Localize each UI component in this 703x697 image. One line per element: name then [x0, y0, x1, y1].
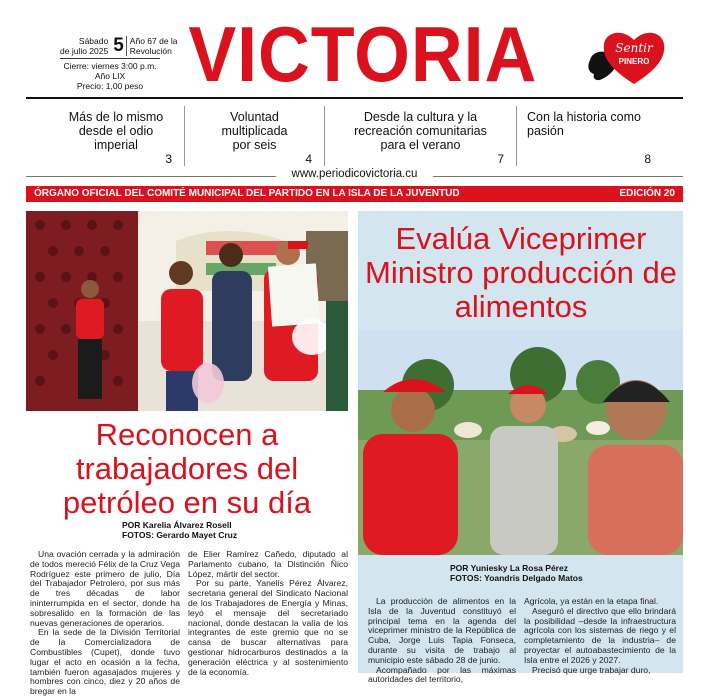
index-item[interactable]: [324, 106, 516, 166]
paragraph: Precisó que urge trabajar duro,: [532, 664, 651, 675]
index-item[interactable]: [184, 106, 324, 166]
banner-organ: ÓRGANO OFICIAL DEL COMITÉ MUNICIPAL DEL PARTIDO EN LA ISLA DE LA JUVENTUD: [34, 188, 460, 199]
left-story-author: POR Karelia Álvarez Rosell: [122, 520, 232, 530]
paragraph: Aseguró el directivo que ello brindará la posibilidad –desde la infraestructura agrícola con los sistemas de riego y el completamiento de la industria– de proyectar el autoabastecimiento de la Isla entre el 2026 y 2027.: [524, 605, 676, 665]
newspaper-title: VICTORIA: [188, 10, 538, 98]
index-item-title: Voluntad multiplicada por seis: [221, 110, 288, 152]
issue-info: [60, 36, 180, 91]
issue-volume: Año LIX: [94, 71, 126, 81]
banner-bar: [26, 186, 683, 202]
paragraph: Acompañado por las máximas autoridades del territorio,: [368, 664, 516, 685]
index-item-page: 8: [644, 152, 651, 166]
left-story-headline: Reconocen a trabajadores del petróleo en su día: [62, 417, 312, 520]
logo-text-bottom: PINERO: [618, 57, 650, 66]
index-item-title: Más de lo mismo desde el odio imperial: [68, 110, 164, 152]
right-story-byline: [450, 563, 583, 583]
index-item-title: Con la historia como pasión: [527, 110, 641, 138]
paragraph: de Elier Ramírez Cañedo, diputado al Parlamento cubano, la Distinción Ñico López, mártir del sector.: [188, 549, 348, 579]
paragraph: La producción de alimentos en la Isla de la Juventud constituyó el principal tema en la agenda del viceprimer ministro de la República de Cuba, Jorge Luis Tapia Fonseca, durante su visita de trabajo al municipio este sábado 28 de junio.: [368, 596, 516, 665]
index-item-page: 7: [497, 152, 504, 166]
right-story-column-1: [368, 597, 516, 685]
paragraph: Por su parte, Yanelis Pérez Álvarez, secretaria general del Sindicato Nacional de los Trabajadores de Energía y Minas, leyó el mensaje del secretariado nacional, donde destacan la valía de los integrantes de este gremio que no se cansa de buscar alternativas para gestionar hidrocarburos destinados a la generación eléctrica y al sostenimiento de la economía.: [188, 578, 348, 677]
left-story-column-1: [30, 550, 180, 697]
right-story-headline: Evalúa Viceprimer Ministro producción de alimentos: [365, 221, 677, 324]
right-story-photos: FOTOS: Yoandris Delgado Matos: [450, 573, 583, 583]
index-item-page: 3: [165, 152, 172, 166]
masthead-divider: [26, 97, 683, 99]
issue-closing: Cierre: viernes 3:00 p.m.: [63, 61, 157, 71]
vice-minister-farm-photo: [358, 330, 683, 555]
issue-day: 5: [113, 35, 124, 56]
front-page-index: [26, 106, 683, 166]
banner-edition: EDICIÓN 20: [619, 188, 675, 199]
website-url[interactable]: www.periodicovictoria.cu: [26, 168, 683, 180]
petroleum-workers-photo: [26, 211, 348, 411]
info-divider: [60, 58, 160, 59]
paragraph: En la sede de la División Territorial de la Comercializadora de Combustibles (Cupet), donde tuvo lugar el acto en ocasión a la fecha, también fueron agasajados mujeres y hombres con cinco, diez y 20 años de bregar en la: [30, 627, 180, 697]
paragraph: Una ovación cerrada y la admiración de todos mereció Félix de la Cruz Vega Rodríguez este primero de julio, Día del Trabajador Petrolero, por sus más de tres décadas de labor ininterrumpida en el sector, donde ha sobresalido en la formación de las nuevas generaciones de operarios.: [30, 549, 180, 628]
issue-date: [60, 36, 180, 56]
right-story-column-2: [524, 597, 676, 675]
issue-price: Precio: 1,00 peso: [76, 81, 144, 91]
issue-year-label: Año 67 de la: [129, 36, 178, 46]
issue-weekday: Sábado: [78, 36, 109, 46]
left-story-column-2: [188, 550, 348, 677]
index-item[interactable]: [26, 106, 184, 166]
left-story-photos: FOTOS: Gerardo Mayet Cruz: [122, 530, 238, 540]
index-item[interactable]: [516, 106, 683, 166]
logo-text-top: Sentir: [615, 41, 653, 55]
index-item-page: 4: [305, 152, 312, 166]
issue-year-label2: Revolución: [129, 46, 172, 56]
left-story-byline: [122, 520, 237, 540]
right-story-author: POR Yuniesky La Rosa Pérez: [450, 563, 568, 573]
sentir-pinero-logo: [582, 22, 677, 92]
index-item-title: Desde la cultura y la recreación comunitarias para el verano: [354, 110, 487, 152]
paragraph: Agrícola, ya están en la etapa final.: [524, 596, 659, 606]
issue-month-year: de julio 2025: [60, 46, 109, 56]
